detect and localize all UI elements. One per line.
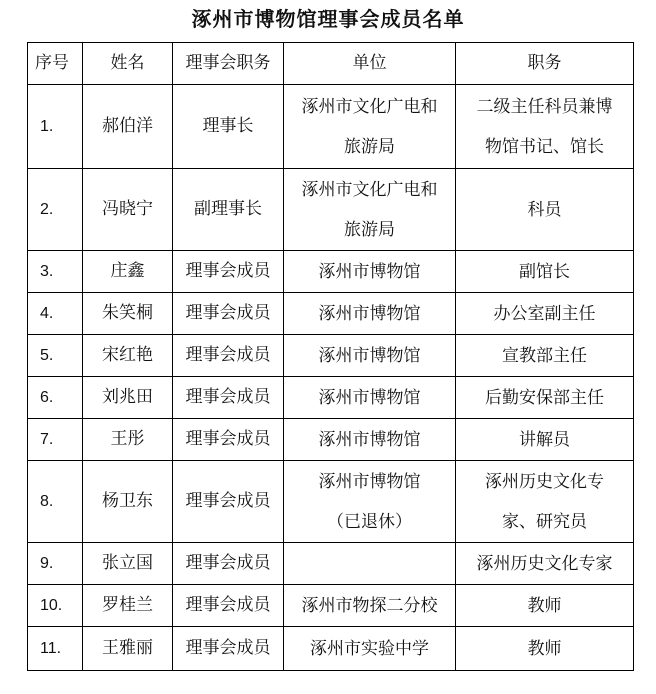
cell-unit-line: 涿州市博物馆	[318, 303, 421, 324]
cell-unit	[284, 85, 456, 169]
header-position: 职务	[456, 43, 634, 85]
cell-position	[456, 543, 634, 585]
cell-unit-line: 涿州市博物馆	[318, 429, 421, 450]
cell-board-role: 理事会成员	[173, 627, 284, 671]
cell-index: 9.	[28, 543, 83, 585]
cell-board-role: 理事会成员	[173, 419, 284, 461]
cell-name: 王彤	[83, 419, 173, 461]
cell-unit	[284, 377, 456, 419]
cell-position	[456, 251, 634, 293]
cell-name: 罗桂兰	[83, 585, 173, 627]
cell-board-role: 理事长	[173, 85, 284, 169]
cell-name: 王雅丽	[83, 627, 173, 671]
table-header-row	[28, 43, 634, 85]
cell-unit-line: （已退休）	[327, 511, 412, 532]
cell-unit	[284, 627, 456, 671]
header-name: 姓名	[83, 43, 173, 85]
cell-position	[456, 585, 634, 627]
cell-unit-line: 涿州市博物馆	[318, 387, 421, 408]
table-row	[28, 377, 634, 419]
cell-board-role: 理事会成员	[173, 377, 284, 419]
cell-position-line: 家、研究员	[502, 511, 587, 532]
table-row	[28, 335, 634, 377]
cell-unit-line: 旅游局	[344, 219, 395, 240]
cell-index: 7.	[28, 419, 83, 461]
cell-board-role: 理事会成员	[173, 543, 284, 585]
cell-unit-line: 旅游局	[344, 136, 395, 157]
cell-index: 11.	[28, 627, 83, 671]
member-table	[27, 42, 634, 671]
cell-position-line: 涿州历史文化专	[485, 471, 604, 492]
cell-unit-line: 涿州市物探二分校	[301, 595, 438, 616]
cell-board-role: 理事会成员	[173, 293, 284, 335]
cell-position	[456, 293, 634, 335]
cell-name: 张立国	[83, 543, 173, 585]
table-row	[28, 85, 634, 169]
cell-position	[456, 169, 634, 251]
table-row	[28, 169, 634, 251]
cell-unit	[284, 335, 456, 377]
table-row	[28, 251, 634, 293]
document-title: 涿州市博物馆理事会成员名单	[191, 7, 465, 31]
cell-unit	[284, 251, 456, 293]
table-row	[28, 627, 634, 671]
cell-position-line: 后勤安保部主任	[485, 387, 604, 408]
cell-unit-line: 涿州市博物馆	[318, 345, 421, 366]
cell-unit-line: 涿州市实验中学	[310, 638, 429, 659]
table-row	[28, 585, 634, 627]
cell-name: 朱笑桐	[83, 293, 173, 335]
cell-index: 8.	[28, 461, 83, 543]
cell-index: 5.	[28, 335, 83, 377]
cell-board-role: 理事会成员	[173, 461, 284, 543]
cell-position	[456, 419, 634, 461]
cell-board-role: 理事会成员	[173, 585, 284, 627]
cell-index: 1.	[28, 85, 83, 169]
cell-name: 庄鑫	[83, 251, 173, 293]
cell-name: 郝伯洋	[83, 85, 173, 169]
cell-position-line: 科员	[527, 199, 562, 220]
cell-unit	[284, 585, 456, 627]
cell-board-role: 理事会成员	[173, 251, 284, 293]
cell-unit-line: 涿州市博物馆	[318, 261, 421, 282]
cell-index: 4.	[28, 293, 83, 335]
cell-position-line: 二级主任科员兼博	[476, 96, 613, 117]
cell-position-line: 副馆长	[519, 261, 570, 282]
cell-name: 冯晓宁	[83, 169, 173, 251]
cell-position-line: 涿州历史文化专家	[476, 553, 613, 574]
cell-index: 6.	[28, 377, 83, 419]
cell-name: 刘兆田	[83, 377, 173, 419]
header-unit: 单位	[284, 43, 456, 85]
header-board-role: 理事会职务	[173, 43, 284, 85]
cell-unit	[284, 543, 456, 585]
cell-index: 3.	[28, 251, 83, 293]
cell-position	[456, 335, 634, 377]
cell-unit-line: 涿州市博物馆	[318, 471, 421, 492]
cell-board-role: 副理事长	[173, 169, 284, 251]
header-index: 序号	[28, 43, 83, 85]
cell-index: 10.	[28, 585, 83, 627]
cell-position-line: 物馆书记、馆长	[485, 136, 604, 157]
cell-position-line: 办公室副主任	[493, 303, 596, 324]
cell-unit	[284, 419, 456, 461]
cell-position	[456, 85, 634, 169]
cell-position	[456, 627, 634, 671]
cell-position-line: 教师	[527, 638, 562, 659]
cell-index: 2.	[28, 169, 83, 251]
cell-position-line: 讲解员	[519, 429, 570, 450]
cell-unit-line: 涿州市文化广电和	[301, 96, 438, 117]
table-body	[28, 85, 634, 671]
cell-position-line: 宣教部主任	[502, 345, 587, 366]
cell-position	[456, 461, 634, 543]
table-row	[28, 543, 634, 585]
cell-unit	[284, 461, 456, 543]
table-row	[28, 419, 634, 461]
cell-position	[456, 377, 634, 419]
cell-unit-line: 涿州市文化广电和	[301, 179, 438, 200]
cell-unit	[284, 169, 456, 251]
cell-board-role: 理事会成员	[173, 335, 284, 377]
cell-unit	[284, 293, 456, 335]
cell-name: 杨卫东	[83, 461, 173, 543]
cell-name: 宋红艳	[83, 335, 173, 377]
table-row	[28, 461, 634, 543]
table-row	[28, 293, 634, 335]
cell-position-line: 教师	[527, 595, 562, 616]
